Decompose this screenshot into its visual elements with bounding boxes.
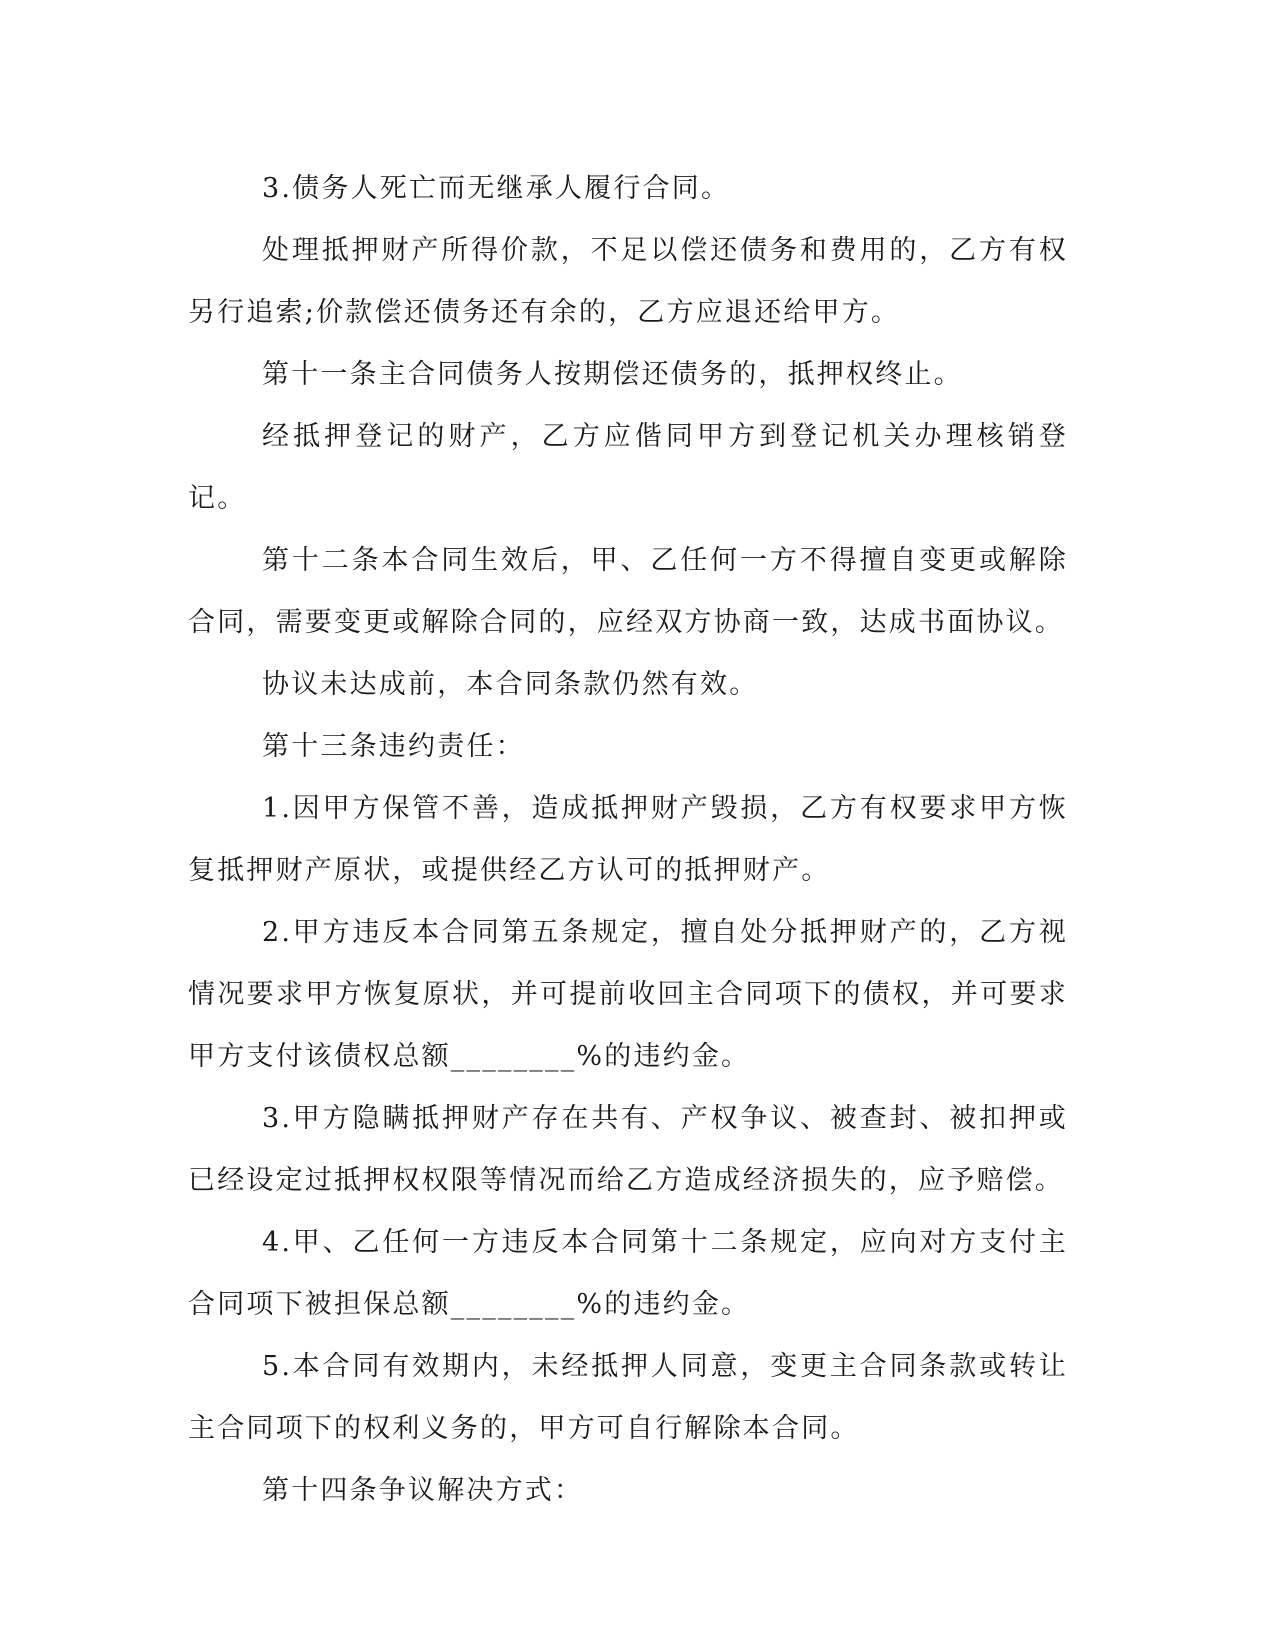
paragraph-liability-1: 1.因甲方保管不善，造成抵押财产毁损，乙方有权要求甲方恢复抵押财产原状，或提供经乙方认可的抵押财产。 xyxy=(188,793,1068,886)
paragraph-agreement-valid: 协议未达成前，本合同条款仍然有效。 xyxy=(262,669,759,700)
paragraph-article-11: 第十一条主合同债务人按期偿还债务的，抵押权终止。 xyxy=(262,359,963,390)
document-page xyxy=(188,158,1068,1522)
paragraph-disposal-proceeds: 处理抵押财产所得价款，不足以偿还债务和费用的，乙方有权另行追索;价款偿还债务还有余的，乙方应退还给甲方。 xyxy=(188,235,1068,328)
paragraph-article-13-heading: 第十三条违约责任： xyxy=(262,731,525,762)
paragraph-liability-5: 5.本合同有效期内，未经抵押人同意，变更主合同条款或转让主合同项下的权利义务的，甲方可自行解除本合同。 xyxy=(188,1351,1068,1444)
paragraph-article-14-heading: 第十四条争议解决方式： xyxy=(262,1475,584,1506)
paragraph-clause-3-heir: 3.债务人死亡而无继承人履行合同。 xyxy=(262,173,731,204)
paragraph-liability-2: 2.甲方违反本合同第五条规定，擅自处分抵押财产的，乙方视情况要求甲方恢复原状，并可提前收回主合同项下的债权，并可要求甲方支付该债权总额________%的违约金。 xyxy=(188,917,1068,1072)
paragraph-article-12: 第十二条本合同生效后，甲、乙任何一方不得擅自变更或解除合同，需要变更或解除合同的，应经双方协商一致，达成书面协议。 xyxy=(188,545,1068,638)
paragraph-liability-4: 4.甲、乙任何一方违反本合同第十二条规定，应向对方支付主合同项下被担保总额________%的违约金。 xyxy=(188,1227,1068,1320)
paragraph-liability-3: 3.甲方隐瞒抵押财产存在共有、产权争议、被查封、被扣押或已经设定过抵押权权限等情况而给乙方造成经济损失的，应予赔偿。 xyxy=(188,1103,1068,1196)
paragraph-registration-cancel: 经抵押登记的财产，乙方应偕同甲方到登记机关办理核销登记。 xyxy=(188,421,1068,514)
